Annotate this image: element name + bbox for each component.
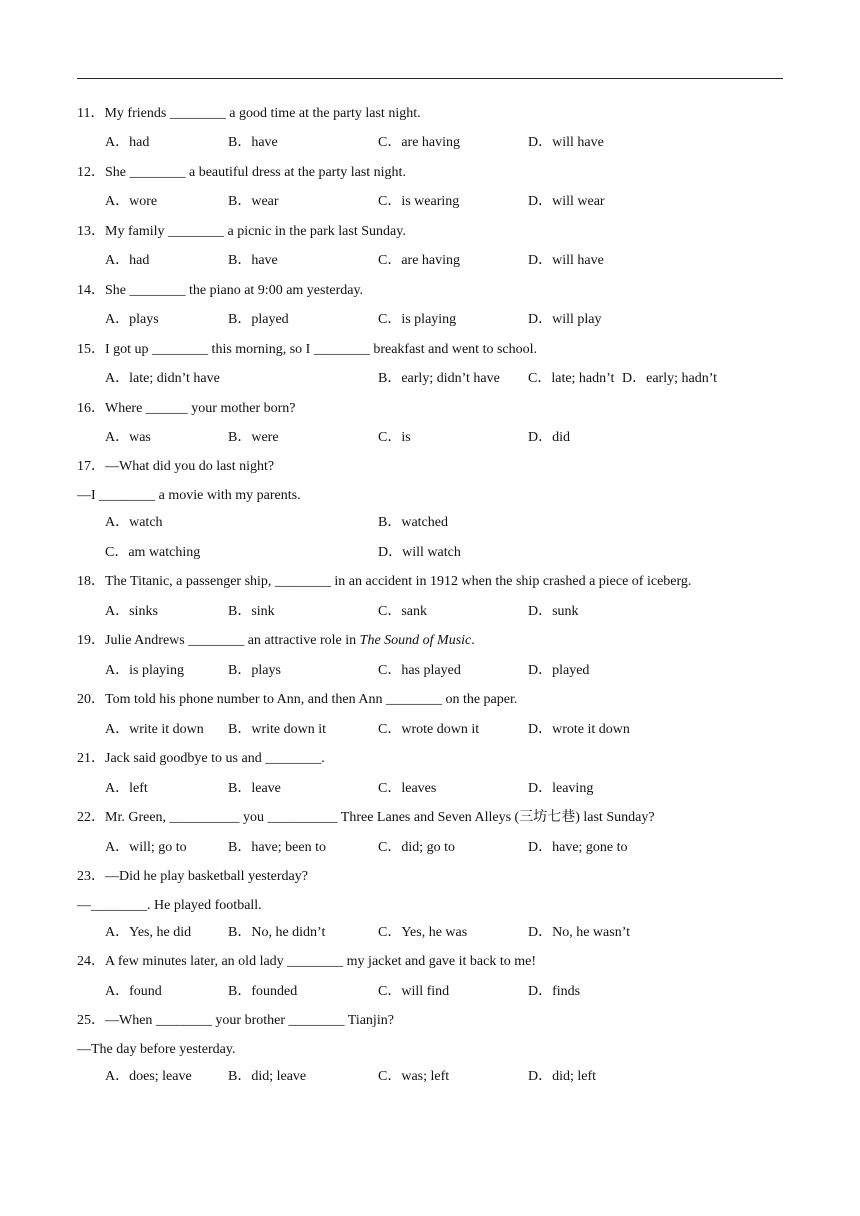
option-d[interactable]: D．will have [528, 135, 604, 150]
option-b[interactable]: B．founded [228, 984, 298, 999]
option-b[interactable]: B．wear [228, 194, 279, 209]
question-number: 16． [77, 401, 105, 416]
option-c[interactable]: C．Yes, he was [378, 925, 468, 940]
option-a[interactable]: A．late; didn’t have [105, 371, 220, 386]
option-a[interactable]: A．watch [105, 515, 163, 530]
option-c[interactable]: C．late; hadn’t [528, 371, 615, 386]
question-18 [77, 573, 691, 591]
question-stem: She ________ a beautiful dress at the party last night. [105, 165, 406, 180]
question-number: 11． [77, 106, 105, 121]
option-d[interactable]: D．will play [528, 312, 602, 327]
question-stem: Mr. Green, __________ you __________ Three Lanes and Seven Alleys (三坊七巷) last Sunday? [105, 810, 655, 825]
question-16 [77, 400, 296, 418]
question-25-reply: —The day before yesterday. [77, 1042, 236, 1057]
header-rule [77, 78, 783, 79]
question-number: 19． [77, 633, 105, 648]
option-a[interactable]: A．was [105, 430, 151, 445]
question-23 [77, 868, 308, 886]
question-25 [77, 1012, 394, 1030]
option-c[interactable]: C．is wearing [378, 194, 460, 209]
question-number: 20． [77, 692, 105, 707]
question-stem: She ________ the piano at 9:00 am yesterday. [105, 283, 364, 298]
option-c[interactable]: C．leaves [378, 781, 437, 796]
question-12 [77, 164, 406, 182]
option-d[interactable]: D．will have [528, 253, 604, 268]
question-stem: The Titanic, a passenger ship, ________ in an accident in 1912 when the ship crashed a piece of iceberg. [105, 574, 692, 589]
option-c[interactable]: C．are having [378, 253, 461, 268]
option-a[interactable]: A．plays [105, 312, 159, 327]
question-stem-end: . [471, 633, 475, 648]
option-d[interactable]: D．will wear [528, 194, 605, 209]
option-a[interactable]: A．wore [105, 194, 158, 209]
question-stem: —What did you do last night? [105, 459, 275, 474]
question-number: 12． [77, 165, 105, 180]
question-17-reply: —I ________ a movie with my parents. [77, 488, 301, 503]
option-d[interactable]: D．early; hadn’t [622, 371, 717, 386]
option-b[interactable]: B．were [228, 430, 279, 445]
question-number: 17． [77, 459, 105, 474]
question-stem: Julie Andrews ________ an attractive role in [105, 633, 360, 648]
question-number: 24． [77, 954, 105, 969]
option-b[interactable]: B．early; didn’t have [378, 371, 500, 386]
question-11 [77, 105, 421, 123]
question-number: 23． [77, 869, 105, 884]
option-c[interactable]: C．wrote down it [378, 722, 480, 737]
option-d[interactable]: D．played [528, 663, 590, 678]
question-stem: My family ________ a picnic in the park last Sunday. [105, 224, 406, 239]
option-c[interactable]: C．am watching [105, 545, 201, 560]
option-b[interactable]: B．played [228, 312, 289, 327]
option-a[interactable]: A．write it down [105, 722, 204, 737]
question-number: 15． [77, 342, 105, 357]
option-c[interactable]: C．will find [378, 984, 450, 999]
option-d[interactable]: D．have; gone to [528, 840, 628, 855]
option-d[interactable]: D．sunk [528, 604, 579, 619]
option-b[interactable]: B．leave [228, 781, 281, 796]
question-stem: Jack said goodbye to us and ________. [105, 751, 325, 766]
question-stem: —Did he play basketball yesterday? [105, 869, 308, 884]
option-c[interactable]: C．are having [378, 135, 461, 150]
option-c[interactable]: C．is playing [378, 312, 457, 327]
option-b[interactable]: B．No, he didn’t [228, 925, 326, 940]
question-number: 13． [77, 224, 105, 239]
option-b[interactable]: B．have [228, 253, 278, 268]
option-a[interactable]: A．sinks [105, 604, 158, 619]
option-c[interactable]: C．sank [378, 604, 427, 619]
option-a[interactable]: A．found [105, 984, 162, 999]
option-d[interactable]: D．will watch [378, 545, 461, 560]
question-stem: I got up ________ this morning, so I ________ breakfast and went to school. [105, 342, 538, 357]
question-stem: Tom told his phone number to Ann, and then Ann ________ on the paper. [105, 692, 518, 707]
option-d[interactable]: D．leaving [528, 781, 594, 796]
question-20 [77, 691, 517, 709]
question-23-reply: —________. He played football. [77, 898, 262, 913]
option-b[interactable]: B．write down it [228, 722, 326, 737]
question-number: 21． [77, 751, 105, 766]
question-stem: Where ______ your mother born? [105, 401, 296, 416]
question-number: 22． [77, 810, 105, 825]
option-a[interactable]: A．Yes, he did [105, 925, 192, 940]
question-number: 14． [77, 283, 105, 298]
option-b[interactable]: B．sink [228, 604, 275, 619]
question-15 [77, 341, 537, 359]
option-b[interactable]: B．plays [228, 663, 281, 678]
option-a[interactable]: A．left [105, 781, 148, 796]
question-19 [77, 632, 475, 650]
question-21 [77, 750, 325, 768]
option-a[interactable]: A．had [105, 135, 150, 150]
option-c[interactable]: C．was; left [378, 1069, 450, 1084]
question-14 [77, 282, 363, 300]
option-b[interactable]: B．have [228, 135, 278, 150]
option-d[interactable]: D．finds [528, 984, 581, 999]
option-c[interactable]: C．did; go to [378, 840, 456, 855]
question-13 [77, 223, 406, 241]
question-number: 18． [77, 574, 105, 589]
option-b[interactable]: B．watched [378, 515, 448, 530]
option-c[interactable]: C．has played [378, 663, 461, 678]
option-d[interactable]: D．did [528, 430, 570, 445]
option-b[interactable]: B．did; leave [228, 1069, 307, 1084]
option-a[interactable]: A．is playing [105, 663, 184, 678]
question-stem: A few minutes later, an old lady ________ my jacket and gave it back to me! [105, 954, 536, 969]
option-d[interactable]: D．did; left [528, 1069, 597, 1084]
option-a[interactable]: A．does; leave [105, 1069, 192, 1084]
question-24 [77, 953, 536, 971]
question-22 [77, 809, 655, 827]
movie-title: The Sound of Music [359, 633, 472, 648]
question-stem: —When ________ your brother ________ Tianjin? [105, 1013, 394, 1028]
option-d[interactable]: D．wrote it down [528, 722, 630, 737]
option-b[interactable]: B．have; been to [228, 840, 326, 855]
option-a[interactable]: A．will; go to [105, 840, 187, 855]
question-number: 25． [77, 1013, 105, 1028]
question-17 [77, 458, 274, 476]
option-a[interactable]: A．had [105, 253, 150, 268]
option-c[interactable]: C．is [378, 430, 411, 445]
option-d[interactable]: D．No, he wasn’t [528, 925, 631, 940]
question-stem: My friends ________ a good time at the party last night. [104, 106, 421, 121]
